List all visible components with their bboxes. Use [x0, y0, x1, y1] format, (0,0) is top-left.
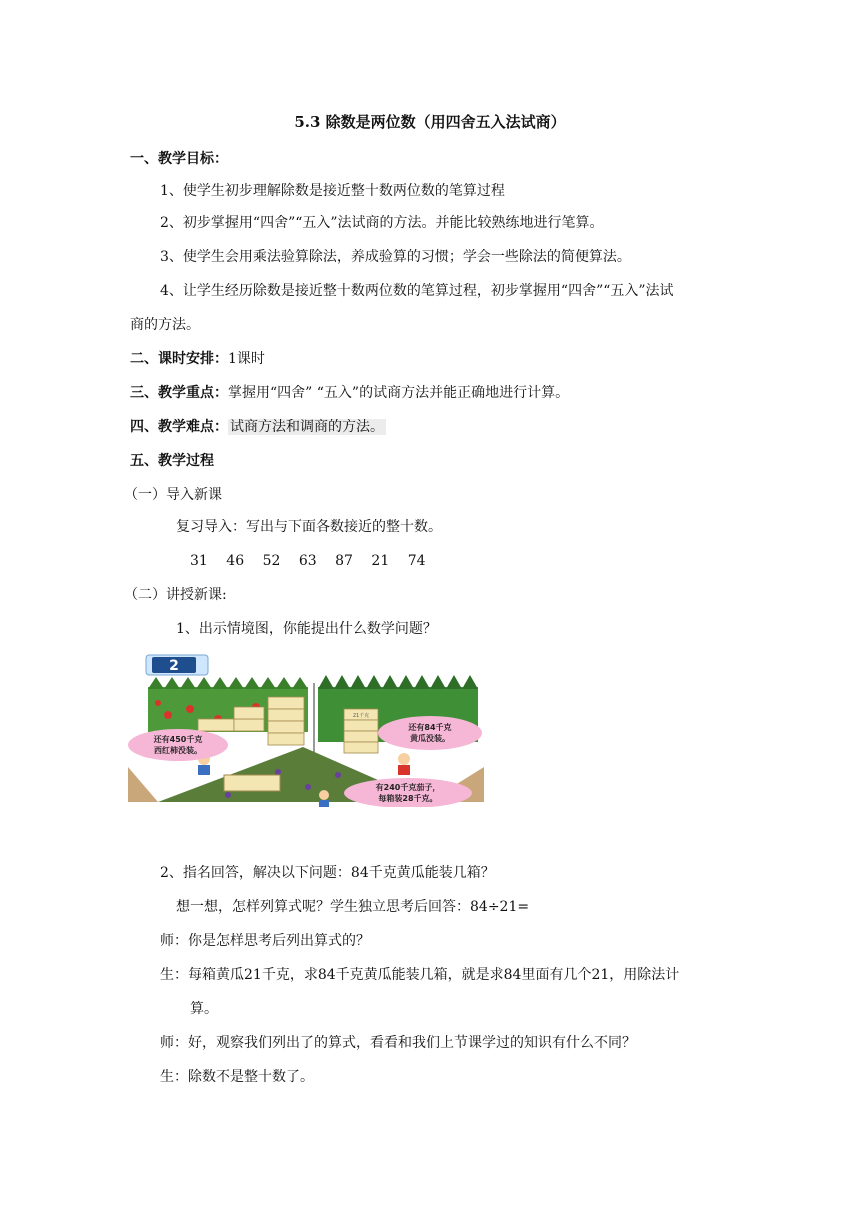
goal-item-3: 3、使学生会用乘法验算除法，养成验算的习惯；学会一些除法的简便算法。 — [160, 249, 631, 265]
difficulty-value: 试商方法和调商的方法。 — [230, 419, 384, 435]
page-title: 5.3 除数是两位数（用四舍五入法试商） — [294, 113, 566, 131]
badge-icon — [146, 655, 208, 675]
speech-bubble-right-top — [378, 716, 482, 750]
crate-front — [224, 775, 280, 791]
difficulty-heading: 四、教学难点： — [130, 419, 228, 435]
teacher-line-1: 师：你是怎样思考后列出算式的？ — [160, 933, 370, 949]
number-item: 63 — [298, 553, 317, 569]
svg-text:每箱装28千克。: 每箱装28千克。 — [378, 794, 438, 803]
think-text: 想一想，怎样列算式呢？学生独立思考后回答：84÷21= — [176, 899, 530, 915]
goal-item-4: 4、让学生经历除数是接近整十数两位数的笔算过程，初步掌握用“四舍”“五入”法试 — [160, 283, 674, 299]
number-item: 52 — [262, 553, 281, 569]
scene-illustration — [128, 647, 484, 807]
key-point-value: 掌握用“四舍” “五入”的试商方法并能正确地进行计算。 — [228, 385, 570, 401]
number-item: 46 — [226, 553, 245, 569]
svg-text:黄瓜没装。: 黄瓜没装。 — [410, 734, 450, 743]
speech-bubble-left — [128, 729, 228, 761]
part2-heading: （二）讲授新课: — [124, 587, 227, 603]
difficulty-line — [130, 418, 386, 436]
key-point-line — [130, 384, 569, 402]
speech-bubble-right-bottom — [344, 778, 472, 807]
key-point-heading: 三、教学重点： — [130, 385, 228, 401]
goal-item-1: 1、使学生初步理解除数是接近整十数两位数的笔算过程 — [160, 183, 505, 199]
svg-text:还有450千克: 还有450千克 — [153, 735, 203, 744]
svg-text:还有84千克: 还有84千克 — [408, 723, 452, 732]
student-line-1-cont: 算。 — [190, 1001, 218, 1017]
student-line-1: 生：每箱黄瓜21千克，求84千克黄瓜能装几箱，就是求84里面有几个21，用除法计 — [160, 967, 680, 983]
schedule-heading: 二、课时安排： — [130, 351, 228, 367]
number-item: 21 — [371, 553, 390, 569]
review-text: 复习导入：写出与下面各数接近的整十数。 — [176, 519, 442, 535]
number-item: 74 — [407, 553, 426, 569]
number-item: 31 — [190, 553, 208, 569]
schedule-line — [130, 350, 265, 368]
student-line-2: 生：除数不是整十数了。 — [160, 1069, 314, 1085]
number-item: 87 — [335, 553, 353, 569]
badge-number: 2 — [169, 658, 179, 674]
goal-item-4-cont: 商的方法。 — [130, 317, 200, 333]
schedule-value: 1课时 — [228, 351, 265, 367]
svg-text:西红柿没装。: 西红柿没装。 — [154, 746, 202, 755]
number-list — [190, 552, 440, 570]
step2-text: 2、指名回答，解决以下问题：84千克黄瓜能装几箱？ — [160, 865, 495, 881]
crate-label: 21千克 — [352, 713, 370, 719]
child-figure-bottom — [319, 790, 329, 807]
svg-text:有240千克茄子，: 有240千克茄子， — [375, 783, 441, 792]
goal-item-2: 2、初步掌握用“四舍”“五入”法试商的方法。并能比较熟练地进行笔算。 — [160, 215, 604, 231]
part1-heading: （一）导入新课 — [124, 487, 222, 503]
process-heading: 五、教学过程 — [130, 453, 214, 469]
goals-heading: 一、教学目标： — [130, 151, 228, 167]
teacher-line-2: 师：好，观察我们列出了的算式，看看和我们上节课学过的知识有什么不同？ — [160, 1035, 636, 1051]
step1-text: 1、出示情境图，你能提出什么数学问题？ — [176, 621, 437, 637]
